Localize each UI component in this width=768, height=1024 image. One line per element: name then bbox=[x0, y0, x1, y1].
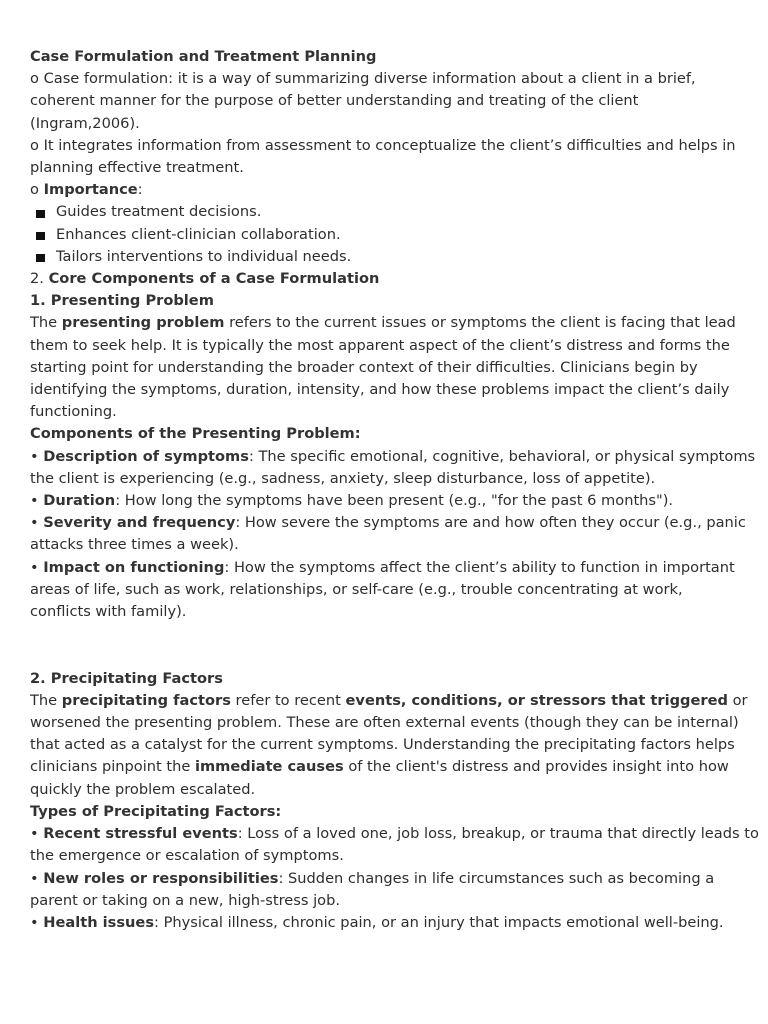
text-run: • bbox=[30, 825, 44, 843]
square-bullet-item bbox=[36, 246, 742, 268]
text-run: • bbox=[30, 492, 44, 510]
text-line bbox=[30, 712, 742, 734]
text-run: : How severe the symptoms are and how often they occur (e.g., panic bbox=[235, 514, 746, 532]
bullet-text: Guides treatment decisions. bbox=[56, 203, 262, 221]
text-line bbox=[30, 90, 742, 112]
bold-text: precipitating factors bbox=[61, 691, 231, 709]
bold-text: Health issues bbox=[43, 913, 155, 931]
text-line bbox=[30, 579, 742, 601]
text-line bbox=[30, 468, 742, 490]
text-run: the client is experiencing (e.g., sadness, anxiety, sleep disturbance, loss of appetite). bbox=[30, 469, 656, 487]
text-run: : How the symptoms affect the client’s ability to function in important bbox=[224, 558, 735, 576]
text-run: them to seek help. It is typically the most apparent aspect of the client’s distress and forms the bbox=[30, 336, 730, 354]
text-line bbox=[30, 423, 742, 445]
bold-text: presenting problem bbox=[61, 314, 225, 332]
text-line bbox=[30, 401, 742, 423]
text-line bbox=[30, 868, 742, 890]
text-line bbox=[30, 912, 742, 934]
text-run: attacks three times a week). bbox=[30, 536, 239, 554]
text-line bbox=[30, 557, 742, 579]
text-run: (Ingram,2006). bbox=[30, 114, 140, 132]
bold-text: Case Formulation and Treatment Planning bbox=[30, 48, 377, 65]
text-line bbox=[30, 601, 742, 623]
text-line bbox=[30, 113, 742, 135]
text-line bbox=[30, 157, 742, 179]
section-gap bbox=[30, 623, 742, 667]
text-run: o It integrates information from assessment to conceptualize the client’s difficulties and helps in bbox=[30, 136, 736, 154]
text-line bbox=[30, 312, 742, 334]
text-run: quickly the problem escalated. bbox=[30, 780, 256, 798]
text-run: : Loss of a loved one, job loss, breakup, or trauma that directly leads to bbox=[237, 825, 759, 843]
bold-text: 1. Presenting Problem bbox=[30, 292, 214, 310]
text-line bbox=[30, 335, 742, 357]
text-line bbox=[30, 690, 748, 712]
text-line bbox=[30, 801, 742, 823]
text-run: clinicians pinpoint the bbox=[30, 758, 195, 776]
text-run: o bbox=[30, 181, 44, 199]
square-bullet-icon bbox=[36, 210, 45, 218]
text-line bbox=[30, 135, 742, 157]
square-bullet-item bbox=[36, 201, 742, 223]
text-run: starting point for understanding the broader context of their difficulties. Clinicians begin by bbox=[30, 358, 698, 376]
text-run: • bbox=[30, 869, 44, 887]
text-line bbox=[30, 268, 742, 290]
text-run: • bbox=[30, 447, 44, 465]
text-line bbox=[30, 756, 742, 778]
bold-text: immediate causes bbox=[194, 758, 344, 776]
text-run: The bbox=[30, 691, 62, 709]
text-line bbox=[30, 490, 742, 512]
bold-text: Components of the Presenting Problem: bbox=[30, 425, 361, 443]
bold-text: events, conditions, or stressors that triggered bbox=[345, 691, 728, 709]
text-run: : How long the symptoms have been present (e.g., "for the past 6 months"). bbox=[115, 492, 674, 510]
document-body bbox=[30, 46, 759, 934]
text-run: of the client's distress and provides insight into how bbox=[343, 758, 729, 776]
bullet-text: Tailors interventions to individual needs. bbox=[56, 247, 352, 265]
text-run: : Physical illness, chronic pain, or an injury that impacts emotional well-being. bbox=[154, 913, 724, 931]
bold-text: Types of Precipitating Factors: bbox=[30, 802, 282, 820]
text-run: identifying the symptoms, duration, intensity, and how these problems impact the client’s daily bbox=[30, 381, 730, 399]
text-line bbox=[30, 890, 742, 912]
text-line bbox=[30, 357, 742, 379]
bold-text: Importance bbox=[43, 181, 138, 199]
text-line bbox=[30, 446, 756, 468]
text-line bbox=[30, 823, 759, 845]
bold-text: Recent stressful events bbox=[43, 825, 238, 843]
text-run: or bbox=[727, 691, 748, 709]
bold-text: 2. Precipitating Factors bbox=[30, 669, 223, 687]
text-run: functioning. bbox=[30, 403, 117, 421]
text-line bbox=[30, 379, 742, 401]
text-run: The bbox=[30, 314, 62, 332]
text-run: areas of life, such as work, relationships, or self-care (e.g., trouble concentrating at work, bbox=[30, 580, 683, 598]
text-run: o Case formulation: it is a way of summarizing diverse information about a client in a brief, bbox=[30, 70, 696, 88]
text-run: 2. bbox=[30, 270, 49, 288]
square-bullet-icon bbox=[36, 232, 45, 240]
text-line bbox=[30, 290, 742, 312]
text-run: the emergence or escalation of symptoms. bbox=[30, 847, 344, 865]
text-run: : bbox=[137, 181, 143, 199]
text-line bbox=[30, 534, 742, 556]
text-run: • bbox=[30, 514, 44, 532]
text-run: refers to the current issues or symptoms the client is facing that lead bbox=[224, 314, 736, 332]
text-run: planning effective treatment. bbox=[30, 159, 244, 177]
text-line bbox=[30, 668, 742, 690]
text-line bbox=[30, 845, 742, 867]
square-bullet-item bbox=[36, 224, 742, 246]
bold-text: New roles or responsibilities bbox=[43, 869, 279, 887]
bold-text: Severity and frequency bbox=[43, 514, 236, 532]
text-run: : Sudden changes in life circumstances such as becoming a bbox=[278, 869, 715, 887]
text-run: • bbox=[30, 913, 44, 931]
text-run: coherent manner for the purpose of better understanding and treating of the client bbox=[30, 92, 639, 110]
bold-text: Impact on functioning bbox=[43, 558, 225, 576]
text-run: conflicts with family). bbox=[30, 603, 187, 621]
text-run: worsened the presenting problem. These are often external events (though they can be internal) bbox=[30, 714, 739, 732]
text-run: that acted as a catalyst for the current symptoms. Understanding the precipitating factors helps bbox=[30, 736, 735, 754]
square-bullet-icon bbox=[36, 254, 45, 262]
text-line bbox=[30, 779, 742, 801]
text-run: parent or taking on a new, high-stress job. bbox=[30, 891, 341, 909]
text-line bbox=[30, 512, 746, 534]
text-run: refer to recent bbox=[230, 691, 346, 709]
text-run: • bbox=[30, 558, 44, 576]
text-line bbox=[30, 179, 742, 201]
text-line bbox=[30, 734, 742, 756]
bold-text: Description of symptoms bbox=[43, 447, 249, 465]
text-run: : The specific emotional, cognitive, behavioral, or physical symptoms bbox=[248, 447, 756, 465]
text-line bbox=[30, 68, 742, 90]
bold-text: Core Components of a Case Formulation bbox=[48, 270, 380, 288]
bullet-text: Enhances client-clinician collaboration. bbox=[56, 225, 341, 243]
text-line bbox=[30, 46, 742, 68]
bold-text: Duration bbox=[43, 492, 116, 510]
